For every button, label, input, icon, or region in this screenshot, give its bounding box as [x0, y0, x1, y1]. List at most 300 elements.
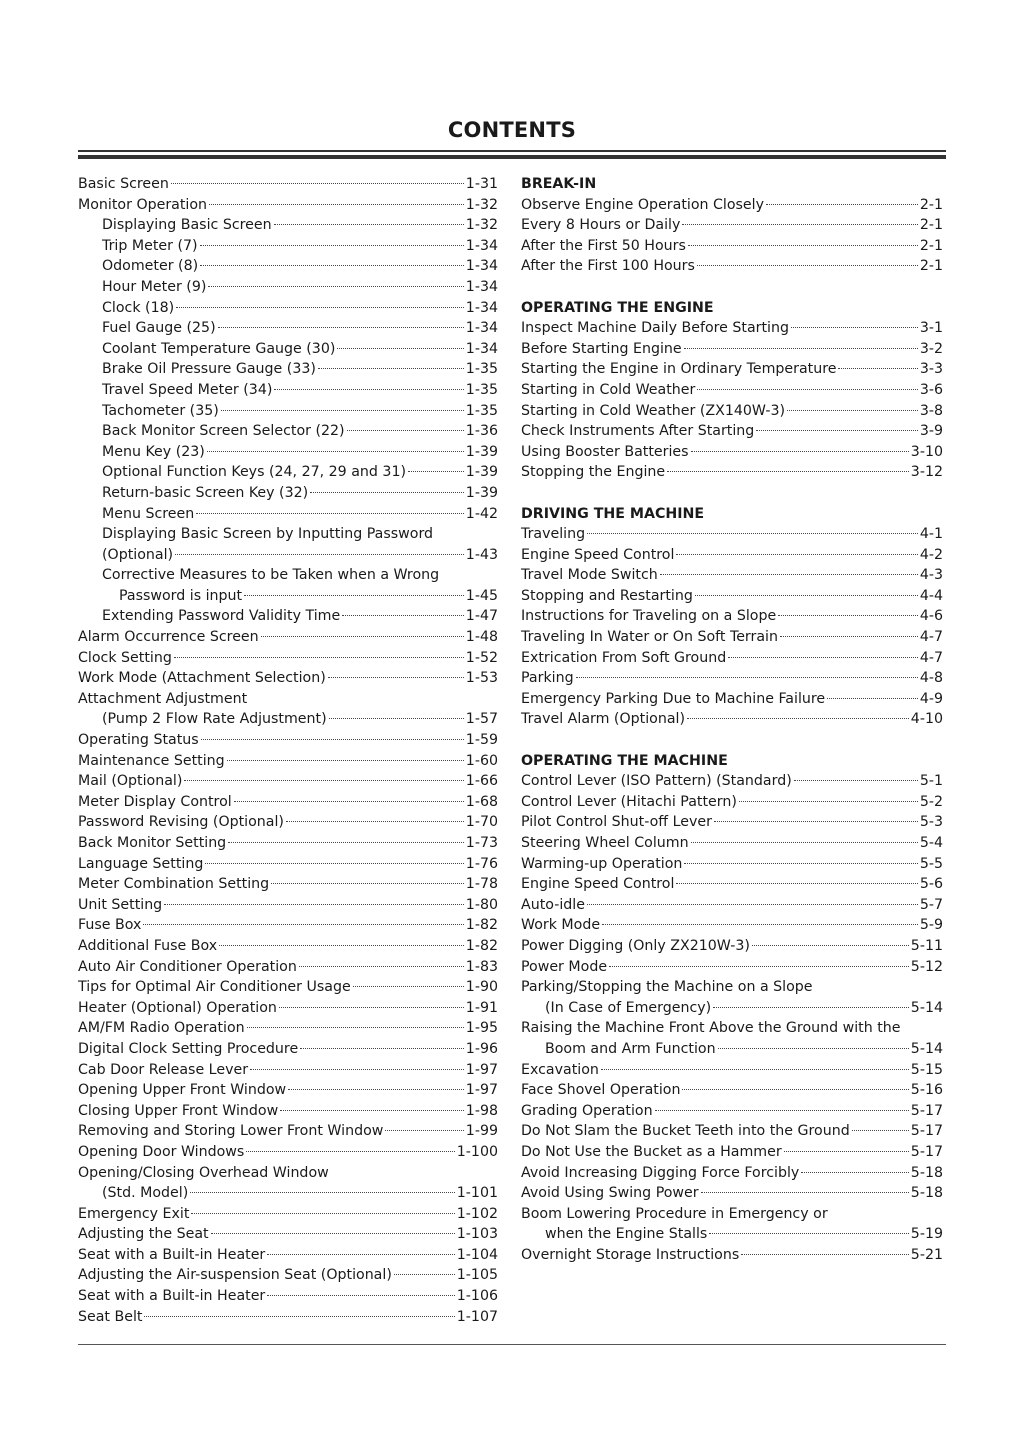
toc-entry-title: Hour Meter (9): [102, 278, 207, 295]
toc-entry-title: Menu Key (23): [102, 443, 205, 460]
dot-leader: [780, 636, 918, 637]
toc-entry: [521, 401, 943, 422]
toc-entry-page: 1-82: [465, 937, 498, 954]
toc-entry-page: 1-35: [465, 402, 498, 419]
toc-entry-page: 5-14: [910, 1040, 943, 1057]
toc-entry-page: 1-32: [465, 196, 498, 213]
toc-entry-page: 3-12: [910, 464, 943, 481]
toc-entry: [521, 977, 943, 998]
toc-entry-title: Avoid Increasing Digging Force Forcibly: [521, 1164, 800, 1181]
toc-entry-title: Fuel Gauge (25): [102, 320, 216, 337]
toc-entry-page: 4-1: [919, 526, 943, 543]
toc-entry-title: Monitor Operation: [78, 196, 208, 213]
toc-entry: [78, 421, 498, 442]
toc-entry-page: 3-9: [919, 423, 943, 440]
toc-entry: [78, 730, 498, 751]
toc-entry-title: Starting the Engine in Ordinary Temperature: [521, 361, 837, 378]
toc-entry-title: Seat with a Built-in Heater: [78, 1288, 266, 1305]
toc-entry: [521, 380, 943, 401]
toc-entry: [521, 1080, 943, 1101]
dot-leader: [714, 821, 918, 822]
section-gap: [521, 277, 943, 298]
dot-leader: [695, 595, 918, 596]
toc-entry: [521, 565, 943, 586]
toc-entry-page: 1-76: [465, 855, 498, 872]
toc-entry-page: 1-97: [465, 1082, 498, 1099]
dot-leader: [784, 1151, 909, 1152]
toc-entry: [78, 462, 498, 483]
title-rule-thick: [78, 155, 946, 159]
toc-entry: [521, 195, 943, 216]
toc-entry-title: Grading Operation: [521, 1102, 653, 1119]
toc-entry-page: 1-39: [465, 484, 498, 501]
dot-leader: [143, 924, 463, 925]
toc-entry-title: Attachment Adjustment: [78, 690, 248, 707]
toc-entry: [521, 1142, 943, 1163]
toc-entry-title: Raising the Machine Front Above the Ground with the: [521, 1020, 901, 1037]
toc-entry: [78, 1018, 498, 1039]
toc-entry: [78, 1163, 498, 1184]
dot-leader: [394, 1274, 455, 1275]
toc-entry-title: Menu Screen: [102, 505, 195, 522]
toc-entry-page: 5-21: [910, 1246, 943, 1263]
dot-leader: [682, 224, 917, 225]
toc-entry: [78, 648, 498, 669]
dot-leader: [274, 389, 463, 390]
toc-left-column: [78, 174, 498, 1327]
toc-entry-title: Traveling In Water or On Soft Terrain: [521, 629, 778, 646]
toc-entry: [521, 606, 943, 627]
toc-entry-title: Opening Door Windows: [78, 1143, 245, 1160]
toc-entry-title: Work Mode (Attachment Selection): [78, 670, 326, 687]
toc-entry-page: 3-3: [919, 361, 943, 378]
toc-entry: [521, 812, 943, 833]
toc-entry-page: 1-59: [465, 732, 498, 749]
toc-entry: [521, 215, 943, 236]
dot-leader: [218, 327, 464, 328]
toc-entry-page: 5-17: [910, 1102, 943, 1119]
toc-entry-page: 1-39: [465, 464, 498, 481]
toc-entry: [78, 236, 498, 257]
toc-entry-page: 5-17: [910, 1123, 943, 1140]
dot-leader: [271, 883, 464, 884]
toc-entry: [521, 627, 943, 648]
toc-entry: [521, 1245, 943, 1266]
toc-entry-page: 1-34: [465, 299, 498, 316]
toc-entry: [521, 915, 943, 936]
dot-leader: [787, 410, 918, 411]
toc-entry: [521, 689, 943, 710]
toc-entry-title: Meter Display Control: [78, 793, 232, 810]
toc-entry-page: 5-9: [919, 917, 943, 934]
toc-entry: [78, 957, 498, 978]
toc-entry-title: (Std. Model): [102, 1185, 189, 1202]
toc-entry-page: 1-91: [465, 999, 498, 1016]
toc-entry-page: 1-60: [465, 752, 498, 769]
toc-entry-page: 1-34: [465, 320, 498, 337]
section-heading: BREAK-IN: [521, 176, 597, 192]
toc-entry-page: 1-107: [456, 1308, 498, 1325]
toc-entry-title: Inspect Machine Daily Before Starting: [521, 320, 789, 337]
toc-entry-title: when the Engine Stalls: [545, 1226, 708, 1243]
toc-entry-page: 4-7: [919, 629, 943, 646]
toc-entry-title: Starting in Cold Weather (ZX140W-3): [521, 402, 786, 419]
toc-entry: [78, 977, 498, 998]
dot-leader: [247, 1027, 464, 1028]
toc-entry-title: Extending Password Validity Time: [102, 608, 341, 625]
toc-entry-title: Clock Setting: [78, 649, 172, 666]
dot-leader: [752, 945, 909, 946]
toc-entry-title: Every 8 Hours or Daily: [521, 217, 681, 234]
toc-entry-page: 1-45: [465, 587, 498, 604]
toc-entry-title: Displaying Basic Screen by Inputting Password: [102, 526, 434, 543]
dot-leader: [697, 265, 918, 266]
toc-entry-page: 1-57: [465, 711, 498, 728]
dot-leader: [176, 307, 464, 308]
toc-entry: [78, 1204, 498, 1225]
toc-entry: [521, 1060, 943, 1081]
toc-entry-page: 1-104: [456, 1246, 498, 1263]
dot-leader: [211, 1233, 455, 1234]
toc-entry: [521, 524, 943, 545]
toc-entry-page: 3-6: [919, 381, 943, 398]
toc-entry: [78, 1060, 498, 1081]
toc-entry-page: 1-95: [465, 1020, 498, 1037]
toc-entry-page: 5-1: [919, 773, 943, 790]
dot-leader: [728, 657, 918, 658]
toc-entry: [78, 606, 498, 627]
toc-entry-title: Password is input: [119, 587, 243, 604]
toc-entry-page: 5-18: [910, 1185, 943, 1202]
dot-leader: [385, 1130, 463, 1131]
dot-leader: [267, 1254, 455, 1255]
toc-entry-page: 1-47: [465, 608, 498, 625]
dot-leader: [219, 945, 464, 946]
dot-leader: [279, 1007, 464, 1008]
toc-entry-title: Cab Door Release Lever: [78, 1061, 249, 1078]
dot-leader: [329, 718, 464, 719]
toc-entry-page: 1-39: [465, 443, 498, 460]
dot-leader: [791, 327, 918, 328]
toc-entry-page: 4-6: [919, 608, 943, 625]
dot-leader: [756, 430, 918, 431]
toc-entry-title: Trip Meter (7): [102, 237, 198, 254]
section-gap: [521, 483, 943, 504]
toc-entry: [78, 524, 498, 545]
section-heading: OPERATING THE ENGINE: [521, 299, 714, 316]
dot-leader: [682, 1089, 908, 1090]
section-heading: DRIVING THE MACHINE: [521, 505, 705, 522]
toc-entry: [521, 236, 943, 257]
dot-leader: [697, 389, 917, 390]
toc-entry: [521, 1121, 943, 1142]
dot-leader: [190, 1192, 455, 1193]
toc-entry-page: 3-8: [919, 402, 943, 419]
toc-entry-page: 5-16: [910, 1082, 943, 1099]
dot-leader: [228, 842, 464, 843]
toc-entry-page: 3-1: [919, 320, 943, 337]
toc-entry-title: Parking/Stopping the Machine on a Slope: [521, 979, 813, 996]
toc-entry: [78, 504, 498, 525]
toc-entry-page: 5-7: [919, 896, 943, 913]
toc-entry: [78, 709, 498, 730]
dot-leader: [838, 368, 917, 369]
toc-entry-title: (In Case of Emergency): [545, 999, 712, 1016]
toc-entry-title: Extrication From Soft Ground: [521, 649, 727, 666]
toc-entry-title: Work Mode: [521, 917, 601, 934]
dot-leader: [609, 966, 909, 967]
toc-entry-title: Power Mode: [521, 958, 608, 975]
dot-leader: [286, 821, 464, 822]
toc-entry-title: Seat Belt: [78, 1308, 143, 1325]
dot-leader: [713, 1007, 909, 1008]
dot-leader: [655, 1110, 909, 1111]
toc-entry: [521, 833, 943, 854]
dot-leader: [274, 224, 464, 225]
toc-entry: [78, 689, 498, 710]
toc-entry-title: Excavation: [521, 1061, 599, 1078]
toc-entry: [78, 174, 498, 195]
dot-leader: [801, 1172, 908, 1173]
toc-entry: [78, 565, 498, 586]
toc-entry: [521, 936, 943, 957]
toc-entry-page: 1-52: [465, 649, 498, 666]
toc-entry-title: Starting in Cold Weather: [521, 381, 696, 398]
toc-entry-title: Emergency Exit: [78, 1205, 190, 1222]
toc-entry-title: Password Revising (Optional): [78, 814, 284, 831]
toc-entry-title: Opening/Closing Overhead Window: [78, 1164, 329, 1181]
toc-entry: [78, 483, 498, 504]
dot-leader: [201, 739, 464, 740]
toc-entry-page: 1-105: [456, 1267, 498, 1284]
toc-entry-title: Digital Clock Setting Procedure: [78, 1040, 299, 1057]
toc-entry-page: 5-2: [919, 793, 943, 810]
toc-entry-title: Back Monitor Screen Selector (22): [102, 423, 345, 440]
toc-entry-title: Auto Air Conditioner Operation: [78, 958, 297, 975]
toc-entry: [78, 874, 498, 895]
dot-leader: [709, 1233, 909, 1234]
toc-entry-page: 2-1: [919, 217, 943, 234]
toc-entry-title: (Pump 2 Flow Rate Adjustment): [102, 711, 327, 728]
toc-entry: [78, 998, 498, 1019]
toc-entry-title: Displaying Basic Screen: [102, 217, 272, 234]
toc-entry-title: After the First 100 Hours: [521, 258, 695, 275]
toc-entry-page: 2-1: [919, 258, 943, 275]
toc-entry-title: Basic Screen: [78, 176, 169, 192]
toc-entry-page: 4-7: [919, 649, 943, 666]
toc-entry: [521, 1101, 943, 1122]
toc-entry: [521, 462, 943, 483]
toc-entry: [521, 957, 943, 978]
toc-entry-title: Back Monitor Setting: [78, 835, 227, 851]
dot-leader: [684, 863, 917, 864]
toc-entry-title: Power Digging (Only ZX210W-3): [521, 937, 750, 954]
toc-entry: [521, 545, 943, 566]
toc-entry: [521, 1163, 943, 1184]
toc-entry: [78, 401, 498, 422]
toc-entry-page: 1-36: [465, 423, 498, 440]
toc-entry-title: (Optional): [102, 546, 174, 563]
toc-entry-title: Fuse Box: [78, 917, 142, 934]
toc-entry-title: Boom and Arm Function: [545, 1040, 716, 1057]
toc-entry-page: 1-78: [465, 876, 498, 893]
dot-leader: [184, 780, 463, 781]
toc-entry-page: 2-1: [919, 237, 943, 254]
toc-entry-title: Travel Mode Switch: [521, 567, 658, 584]
toc-entry-page: 1-96: [465, 1040, 498, 1057]
toc-entry-page: 4-9: [919, 690, 943, 707]
toc-entry: [78, 771, 498, 792]
toc-entry-title: Seat with a Built-in Heater: [78, 1246, 266, 1263]
toc-entry: [78, 627, 498, 648]
toc-entry: [521, 895, 943, 916]
toc-entry: [521, 792, 943, 813]
toc-entry-title: Clock (18): [102, 299, 175, 316]
dot-leader: [299, 966, 464, 967]
toc-entry: [78, 895, 498, 916]
toc-entry: [78, 1121, 498, 1142]
dot-leader: [250, 1069, 464, 1070]
toc-entry-page: 1-53: [465, 670, 498, 687]
toc-entry: [78, 915, 498, 936]
dot-leader: [766, 204, 918, 205]
dot-leader: [718, 1048, 909, 1049]
toc-entry: [78, 1307, 498, 1328]
toc-entry: [78, 833, 498, 854]
toc-entry: [521, 668, 943, 689]
toc-entry-page: 1-73: [465, 835, 498, 851]
toc-entry-page: 4-8: [919, 670, 943, 687]
toc-entry: [521, 442, 943, 463]
toc-entry-page: 1-43: [465, 546, 498, 563]
dot-leader: [684, 348, 918, 349]
toc-entry-page: 5-19: [910, 1226, 943, 1243]
toc-entry-title: Pilot Control Shut-off Lever: [521, 814, 712, 831]
dot-leader: [209, 204, 464, 205]
toc-entry: [78, 545, 498, 566]
toc-entry: [521, 709, 943, 730]
toc-entry-title: Overnight Storage Instructions: [521, 1246, 740, 1263]
toc-entry: [78, 359, 498, 380]
dot-leader: [300, 1048, 464, 1049]
toc-entry-title: Odometer (8): [102, 258, 199, 275]
dot-leader: [601, 1069, 909, 1070]
toc-entry: [521, 1183, 943, 1204]
toc-entry: [78, 442, 498, 463]
toc-entry: [78, 380, 498, 401]
dot-leader: [200, 265, 464, 266]
toc-entry-page: 1-34: [465, 237, 498, 254]
toc-entry-title: Travel Speed Meter (34): [102, 381, 273, 398]
toc-entry-title: Instructions for Traveling on a Slope: [521, 608, 777, 625]
dot-leader: [318, 368, 464, 369]
toc-entry-page: 5-18: [910, 1164, 943, 1181]
toc-entry-page: 5-3: [919, 814, 943, 831]
toc-entry-page: 1-106: [456, 1288, 498, 1305]
toc-entry: [78, 298, 498, 319]
toc-entry-page: 1-31: [465, 176, 498, 192]
toc-entry: [78, 1245, 498, 1266]
toc-entry-page: 1-70: [465, 814, 498, 831]
toc-entry-page: 1-48: [465, 629, 498, 646]
dot-leader: [310, 492, 464, 493]
dot-leader: [208, 286, 463, 287]
toc-entry-title: Brake Oil Pressure Gauge (33): [102, 361, 316, 378]
toc-entry-page: 1-99: [465, 1123, 498, 1140]
toc-entry-page: 5-6: [919, 876, 943, 893]
dot-leader: [739, 801, 918, 802]
dot-leader: [246, 1151, 454, 1152]
toc-entry-page: 1-80: [465, 896, 498, 913]
toc-entry-page: 1-100: [456, 1143, 498, 1160]
toc-entry-title: Control Lever (ISO Pattern) (Standard): [521, 773, 792, 790]
toc-entry-title: Adjusting the Air-suspension Seat (Optional): [78, 1267, 392, 1284]
toc-entry: [78, 936, 498, 957]
toc-entry-title: Coolant Temperature Gauge (30): [102, 340, 336, 357]
toc-entry: [78, 1101, 498, 1122]
toc-entry-title: Additional Fuse Box: [78, 937, 218, 954]
toc-entry-page: 1-42: [465, 505, 498, 522]
toc-entry: [521, 998, 943, 1019]
toc-entry-page: 5-12: [910, 958, 943, 975]
dot-leader: [576, 677, 918, 678]
toc-entry-title: Face Shovel Operation: [521, 1082, 681, 1099]
toc-entry-page: 1-34: [465, 340, 498, 357]
toc-entry-page: 4-2: [919, 546, 943, 563]
toc-entry: [78, 586, 498, 607]
dot-leader: [234, 801, 464, 802]
toc-entry: [78, 195, 498, 216]
toc-entry-page: 1-97: [465, 1061, 498, 1078]
dot-leader: [660, 574, 918, 575]
dot-leader: [587, 904, 918, 905]
toc-entry-page: 2-1: [919, 196, 943, 213]
dot-leader: [701, 1192, 909, 1193]
dot-leader: [261, 636, 464, 637]
toc-entry: [78, 277, 498, 298]
toc-entry-title: Tips for Optimal Air Conditioner Usage: [78, 979, 351, 996]
toc-entry-page: 1-34: [465, 278, 498, 295]
toc-entry: [78, 668, 498, 689]
toc-entry-title: Control Lever (Hitachi Pattern): [521, 793, 737, 810]
toc-entry-title: Warming-up Operation: [521, 855, 683, 872]
toc-entry: [78, 1142, 498, 1163]
toc-entry: [78, 792, 498, 813]
toc-entry-title: Return-basic Screen Key (32): [102, 484, 309, 501]
toc-entry: [78, 256, 498, 277]
dot-leader: [852, 1130, 909, 1131]
dot-leader: [174, 657, 464, 658]
toc-entry: [78, 215, 498, 236]
toc-entry: [78, 318, 498, 339]
dot-leader: [205, 863, 463, 864]
toc-entry-title: Corrective Measures to be Taken when a Wrong: [102, 567, 440, 584]
toc-entry-page: 1-66: [465, 773, 498, 790]
toc-entry-title: Do Not Slam the Bucket Teeth into the Ground: [521, 1123, 850, 1140]
section-heading: OPERATING THE MACHINE: [521, 752, 728, 769]
dot-leader: [353, 986, 464, 987]
toc-entry-title: Tachometer (35): [102, 402, 219, 419]
dot-leader: [267, 1295, 455, 1296]
dot-leader: [691, 842, 918, 843]
toc-entry-title: Traveling: [521, 526, 586, 543]
dot-leader: [778, 615, 918, 616]
toc-entry: [78, 1039, 498, 1060]
dot-leader: [794, 780, 918, 781]
toc-entry: [78, 854, 498, 875]
dot-leader: [688, 245, 918, 246]
dot-leader: [587, 533, 918, 534]
